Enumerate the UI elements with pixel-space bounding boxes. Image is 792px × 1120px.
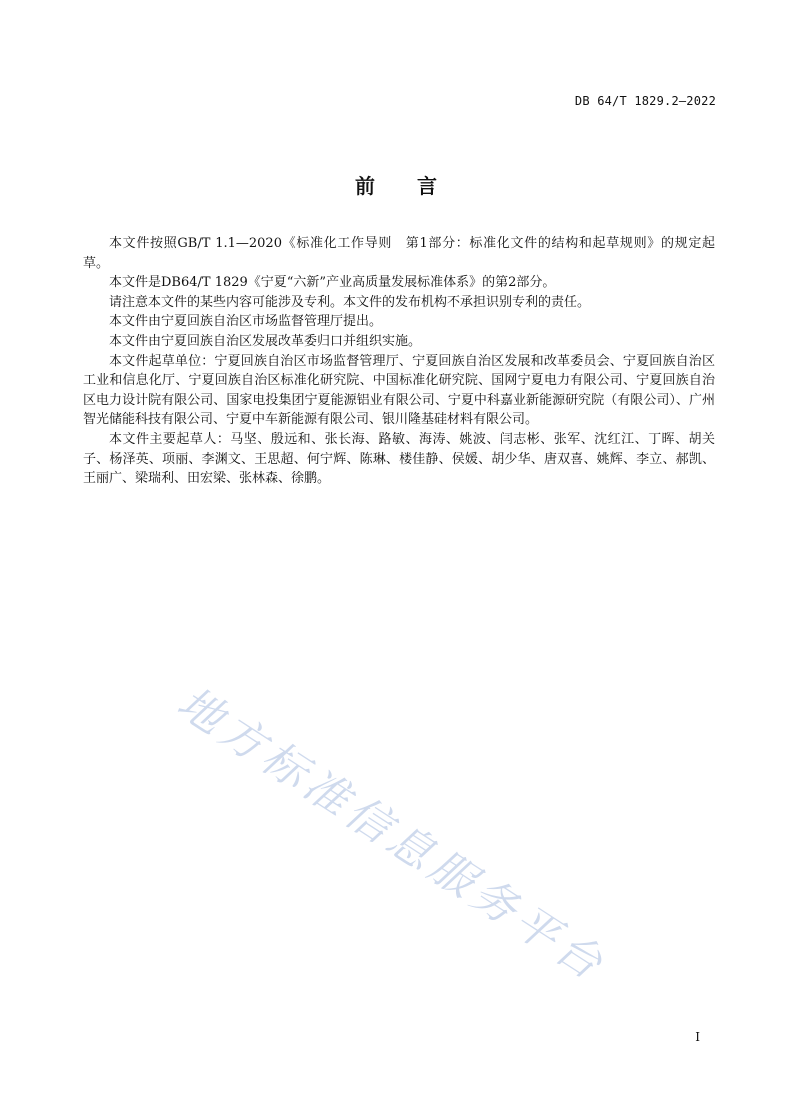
- paragraph-administered-by: 本文件由宁夏回族自治区发展改革委归口并组织实施。: [109, 333, 422, 349]
- paragraph-proposed-by: 本文件由宁夏回族自治区市场监督管理厅提出。: [109, 314, 383, 330]
- watermark: 地方标准信息服务平台: [168, 677, 616, 993]
- paragraph-part-info: 本文件是DB64/T 1829《宁夏“六新”产业高质量发展标准体系》的第2部分。: [109, 275, 556, 291]
- page-number: I: [695, 1030, 700, 1044]
- title-char-1: 前: [355, 174, 375, 198]
- paragraph-drafting-rules: 本文件按照GB/T 1.1—2020《标准化工作导则 第1部分：标准化文件的结构和起草规则》的规定起草。: [83, 236, 715, 271]
- document-code: DB 64/T 1829.2—2022: [574, 94, 716, 108]
- title-char-2: 言: [417, 174, 437, 198]
- paragraph-drafting-units: 本文件起草单位：宁夏回族自治区市场监督管理厅、宁夏回族自治区发展和改革委员会、宁夏回族自治区工业和信息化厅、宁夏回族自治区标准化研究院、中国标准化研究院、国网宁夏电力有限公司、宁夏回族自治区电力设计院有限公司、国家电投集团宁夏能源铝业有限公司、宁夏中科嘉业新能源研究院（有限公司）、广州智光储能科技有限公司、宁夏中车新能源有限公司、银川隆基硅材料有限公司。: [83, 353, 715, 428]
- preface-body: [83, 234, 715, 489]
- page-title: [0, 170, 792, 199]
- paragraph-drafters: 本文件主要起草人：马坚、殷远和、张长海、路敏、海涛、姚波、闫志彬、张军、沈红江、丁晖、胡关子、杨泽英、项丽、李渊文、王思超、何宁辉、陈琳、楼佳静、侯媛、胡少华、唐双喜、姚辉、李立、郝凯、王丽广、梁瑞利、田宏梁、张林森、徐鹏。: [83, 431, 715, 487]
- paragraph-patent-notice: 请注意本文件的某些内容可能涉及专利。本文件的发布机构不承担识别专利的责任。: [109, 294, 591, 310]
